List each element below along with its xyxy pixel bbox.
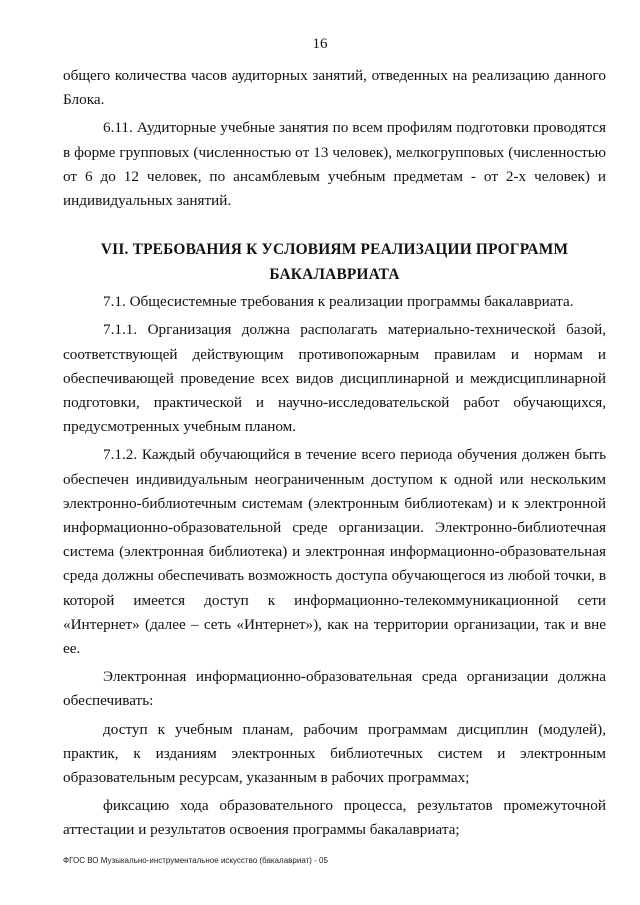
paragraph-7-1-1: 7.1.1. Организация должна располагать материально-технической базой, соответствующей действующим противопожарным правилам и нормам и обеспечивающей проведение всех видов дисциплинарной и междисциплинарной подготовки, практической и научно-исследовательской работ обучающихся, предусмотренных учебным планом. — [63, 321, 606, 436]
paragraph-access-item: доступ к учебным планам, рабочим программам дисциплин (модулей), практик, к изданиям электронных библиотечных систем и электронным образовательным ресурсам, указанным в рабочих программах; — [63, 720, 606, 787]
paragraph-6-11: 6.11. Аудиторные учебные занятия по всем профилям подготовки проводятся в форме групповых (численностью от 13 человек), мелкогрупповых (численностью от 6 до 12 человек, по ансамблевым учебным предметам - от 2-х человек) и индивидуальных занятий. — [63, 119, 606, 210]
section-heading-line-1: VII. ТРЕБОВАНИЯ К УСЛОВИЯМ РЕАЛИЗАЦИИ ПРОГРАММ — [100, 241, 569, 259]
section-heading-line-2: БАКАЛАВРИАТА — [269, 265, 400, 283]
paragraph-7-1: 7.1. Общесистемные требования к реализации программы бакалавриата. — [103, 293, 574, 311]
paragraph-eios-intro: Электронная информационно-образовательная среда организации должна обеспечивать: — [63, 668, 606, 710]
page-footer: ФГОС ВО Музыкально-инструментальное искусство (бакалавриат) - 05 — [63, 856, 328, 865]
page-number: 16 — [312, 36, 328, 52]
document-body — [63, 64, 606, 843]
paragraph-block-continuation: общего количества часов аудиторных занятий, отведенных на реализацию данного Блока. — [63, 67, 606, 109]
paragraph-7-1-2: 7.1.2. Каждый обучающийся в течение всего периода обучения должен быть обеспечен индивидуальным неограниченным доступом к одной или нескольким электронно-библиотечным системам (электронным библиотекам) и к электронной информационно-образовательной среде организации. Электронно-библиотечная система (электронная библиотека) и электронная информационно-образовательная среда должны обеспечивать возможность доступа обучающегося из любой точки, в которой имеется доступ к информационно-телекоммуникационной сети «Интернет» (далее – сеть «Интернет»), как на территории организации, так и вне ее. — [63, 446, 606, 658]
paragraph-fixation-item: фиксацию хода образовательного процесса, результатов промежуточной аттестации и результатов освоения программы бакалавриата; — [63, 797, 606, 839]
section-heading — [63, 238, 606, 287]
